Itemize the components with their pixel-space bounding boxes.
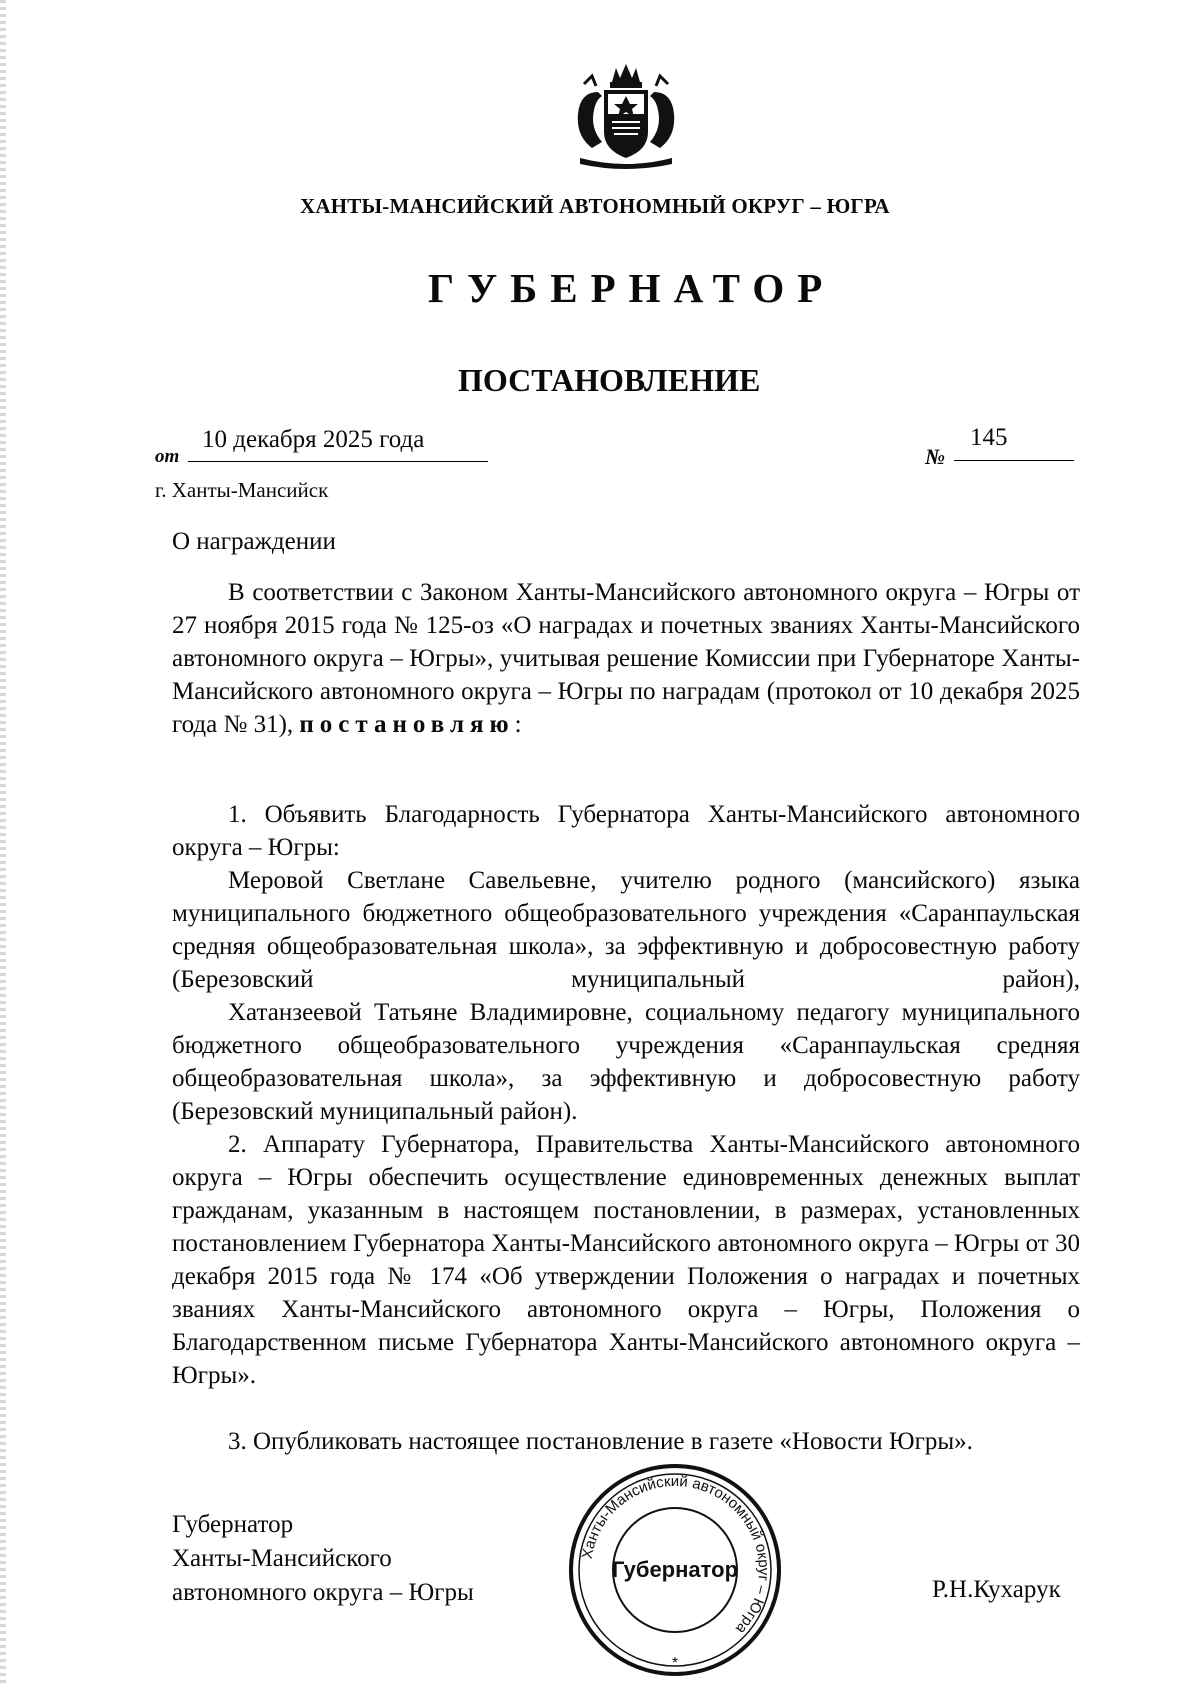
coat-of-arms-emblem: [562, 62, 690, 172]
seal-ring-text: Ханты-Мансийский автономный округ – Югра: [578, 1472, 773, 1638]
resolve-colon: :: [514, 711, 522, 738]
signatory-line-1: Губернатор: [172, 1511, 294, 1538]
seal-center-text: Губернатор: [611, 1557, 739, 1582]
official-seal: [564, 1456, 786, 1684]
signatory-block: [172, 1508, 474, 1610]
signatory-name: Р.Н.Кухарук: [932, 1576, 1061, 1603]
item-3-text: 3. Опубликовать настоящее постановление в газете «Новости Югры».: [228, 1428, 973, 1455]
document-city: г. Ханты-Мансийск: [155, 478, 329, 502]
seal-star: *: [671, 1655, 679, 1672]
signatory-line-3: автономного округа – Югры: [172, 1579, 474, 1606]
document-subject: О награждении: [172, 528, 336, 555]
region-title: ХАНТЫ-МАНСИЙСКИЙ АВТОНОМНЫЙ ОКРУГ – ЮГРА: [300, 194, 890, 218]
resolve-word: постановляю: [299, 711, 515, 738]
item-1a-text: Меровой Светлане Савельевне, учителю родного (мансийского) языка муниципального бюджетного общеобразовательного учреждения «Саранпаульская средняя общеобразовательная школа», за эффективную и добросовестную работу (Березовский муниципальный район),: [172, 867, 1080, 993]
document-type-title: ПОСТАНОВЛЕНИЕ: [458, 362, 761, 398]
item-1-text: 1. Объявить Благодарность Губернатора Ханты-Мансийского автономного округа – Югры:: [172, 801, 1080, 861]
number-label: №: [925, 444, 946, 469]
item-1b-text: Хатанзеевой Татьяне Владимировне, социальному педагогу муниципального бюджетного общеобразовательного учреждения «Саранпаульская средняя общеобразовательная школа», за эффективную и добросовестную работу (Березовский муниципальный район).: [172, 999, 1080, 1125]
item-1b-paragraph: [172, 996, 1080, 1128]
item-2-paragraph: [172, 1128, 1080, 1392]
signatory-line-2: Ханты-Мансийского: [172, 1545, 392, 1572]
date-label: от: [155, 446, 180, 467]
svg-text:Ханты-Мансийский автономный ок: [579, 1473, 772, 1638]
authority-title: ГУБЕРНАТОР: [428, 265, 836, 311]
preamble-text: В соответствии с Законом Ханты-Мансийского автономного округа – Югры от 27 ноября 2015 года № 125-оз «О наградах и почетных званиях Ханты-Мансийского автономного округа – Югры», учитывая решение Комиссии при Губернаторе Ханты-Мансийского автономного округа – Югры по наградам (протокол от 10 декабря 2025 года № 31),: [172, 579, 1080, 738]
item-1a-paragraph: [172, 864, 1080, 996]
document-number: 145: [954, 424, 1074, 461]
item-3-paragraph: [172, 1425, 1080, 1458]
item-1-paragraph: [172, 798, 1080, 864]
scan-edge: [0, 0, 6, 1686]
item-2-text: 2. Аппарату Губернатора, Правительства Ханты-Мансийского автономного округа – Югры обеспечить осуществление единовременных денежных выплат гражданам, указанным в настоящем постановлении, в размерах, установленных постановлением Губернатора Ханты-Мансийского автономного округа – Югры от 30 декабря 2015 года № 174 «Об утверждении Положения о наградах и почетных званиях Ханты-Мансийского автономного округа – Югры, Положения о Благодарственном письме Губернатора Ханты-Мансийского автономного округа – Югры».: [172, 1131, 1080, 1389]
document-date: 10 декабря 2025 года: [188, 426, 488, 462]
preamble-paragraph: [172, 576, 1080, 741]
